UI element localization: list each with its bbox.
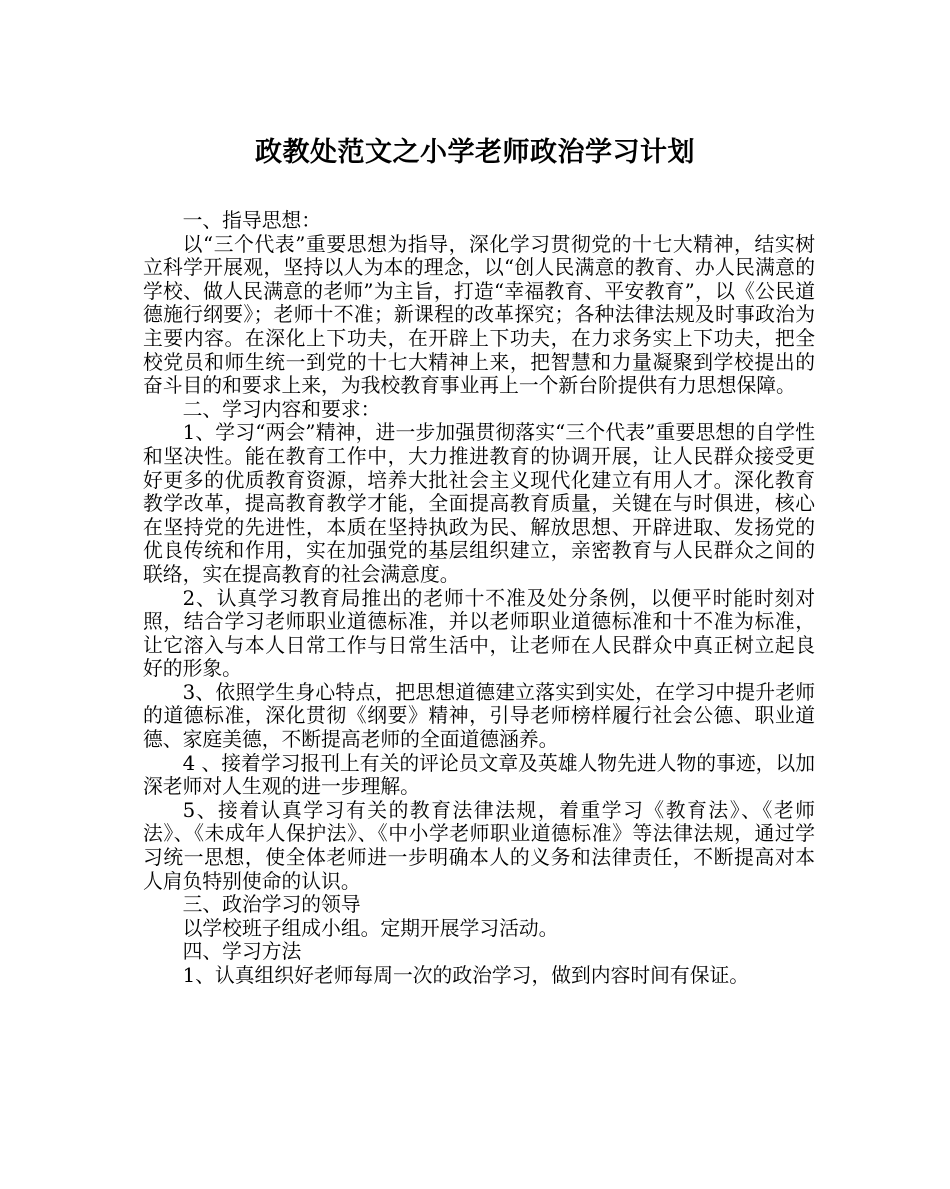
paragraph-item-3: 3、依照学生身心特点，把思想道德建立落实到实处，在学习中提升老师的道德标准，深化贯彻《纲要》精神，引导老师榜样履行社会公德、职业道德、家庭美德，不断提高老师的全面道德涵养。 xyxy=(143,680,815,752)
paragraph-guiding-ideology: 以“三个代表”重要思想为指导，深化学习贯彻党的十七大精神，结实树立科学开展观，坚持以人为本的理念，以“创人民满意的教育、办人民满意的学校、做人民满意的老师”为主旨，打造“幸福教育、平安教育”，以《公民道德施行纲要》；老师十不准；新课程的改革探究；各种法律法规及时事政治为主要内容。在深化上下功夫，在开辟上下功夫，在力求务实上下功夫，把全校党员和师生统一到党的十七大精神上来，把智慧和力量凝聚到学校提出的奋斗目的和要求上来，为我校教育事业再上一个新台阶提供有力思想保障。 xyxy=(143,232,815,398)
section-heading-leadership: 三、政治学习的领导 xyxy=(182,893,361,917)
paragraph-leadership: 以学校班子组成小组。定期开展学习活动。 xyxy=(182,916,559,940)
section-heading-guiding-ideology: 一、指导思想： xyxy=(182,209,322,232)
section-heading-methods: 四、学习方法 xyxy=(182,940,302,964)
document-title: 政教处范文之小学老师政治学习计划 xyxy=(255,137,695,168)
section-heading-content-requirements: 二、学习内容和要求： xyxy=(182,397,381,421)
paragraph-item-2: 2、认真学习教育局推出的老师十不准及处分条例，以便平时能时刻对照，结合学习老师职业道德标准，并以老师职业道德标准和十不准为标准，让它溶入与本人日常工作与日常生活中，让老师在人民群众中真正树立起良好的形象。 xyxy=(143,586,815,681)
paragraph-item-5: 5、接着认真学习有关的教育法律法规，着重学习《教育法》、《老师法》、《未成年人保护法》、《中小学老师职业道德标准》等法律法规，通过学习统一思想，使全体老师进一步明确本人的义务和法律责任，不断提高对本人肩负特别使命的认识。 xyxy=(143,798,815,893)
paragraph-method-1: 1、认真组织好老师每周一次的政治学习，做到内容时间有保证。 xyxy=(182,964,750,987)
document-body xyxy=(143,209,815,988)
paragraph-item-4: 4 、接着学习报刊上有关的评论员文章及英雄人物先进人物的事迹，以加深老师对人生观的进一步理解。 xyxy=(143,751,815,799)
paragraph-item-1: 1、学习“两会”精神，进一步加强贯彻落实“三个代表”重要思想的自学性和坚决性。能在教育工作中，大力推进教育的协调开展，让人民群众接受更好更多的优质教育资源，培养大批社会主义现代化建立有用人才。深化教育教学改革，提高教育教学才能，全面提高教育质量，关键在与时俱进，核心在坚持党的先进性，本质在坚持执政为民、解放思想、开辟进取、发扬党的优良传统和作用，实在加强党的基层组织建立，亲密教育与人民群众之间的联络，实在提高教育的社会满意度。 xyxy=(143,421,815,586)
